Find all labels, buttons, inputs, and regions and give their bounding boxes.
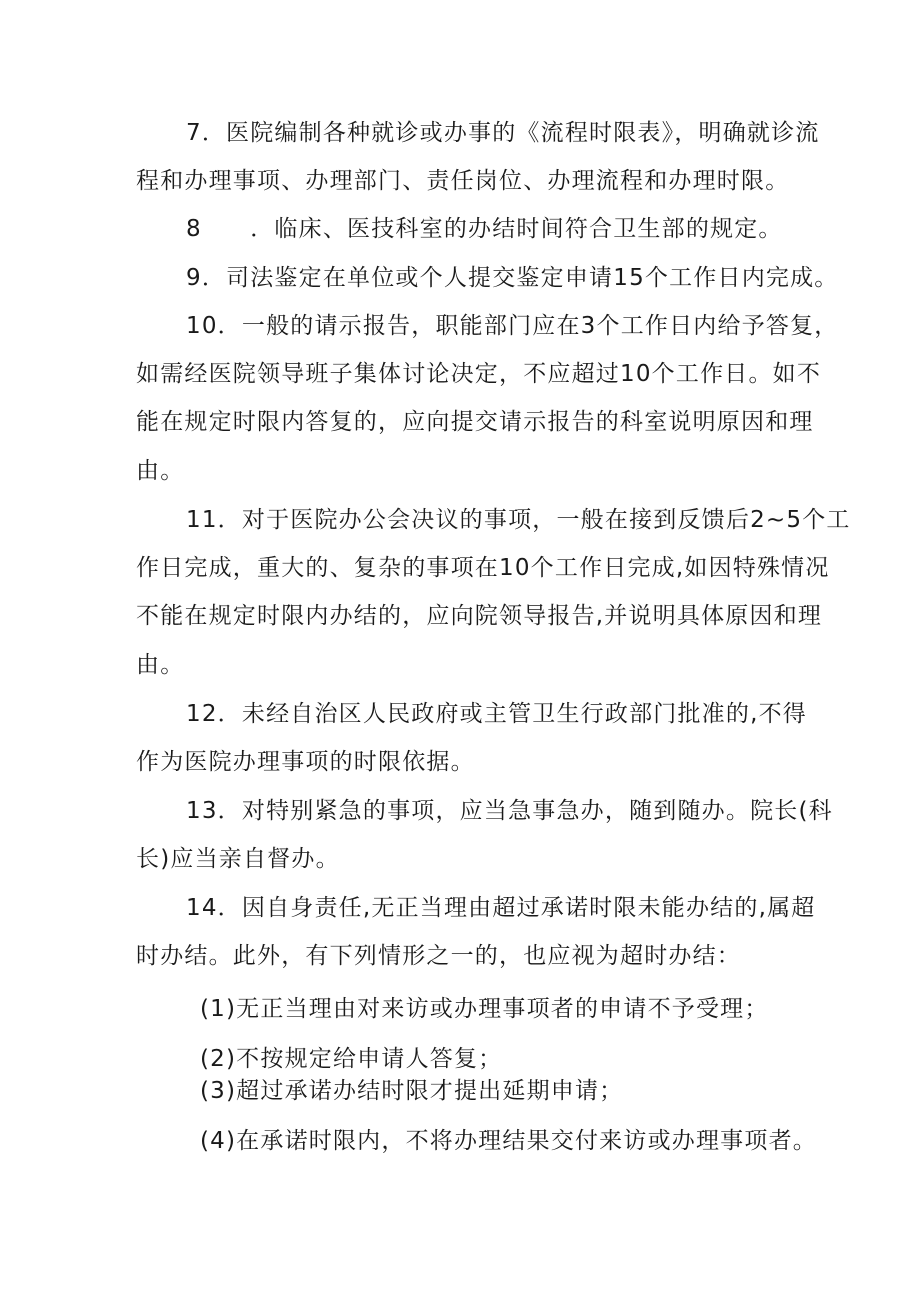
item-12-line-1: 12．未经自治区人民政府或主管卫生行政部门批准的,不得 [186,701,807,727]
item-14-line-1: 14．因自身责任,无正当理由超过承诺时限未能办结的,属超 [186,895,816,921]
item-12-line-2: 作为医院办理事项的时限依据。 [136,749,475,775]
item-13-line-1: 13．对特别紧急的事项，应当急事急办，随到随办。院长(科 [186,798,833,824]
item-10-line-1: 10．一般的请示报告，职能部门应在3个工作日内给予答复， [186,313,839,339]
item-10-line-2: 如需经医院领导班子集体讨论决定，不应超过10个工作日。如不 [136,361,822,387]
sub-item-4: (4)在承诺时限内，不将办理结果交付来访或办理事项者。 [200,1128,817,1154]
item-10-line-4: 由。 [136,458,185,484]
item-11-line-4: 由。 [136,652,185,678]
item-7-line-2: 程和办理事项、办理部门、责任岗位、办理流程和办理时限。 [136,168,790,194]
item-11-line-3: 不能在规定时限内办结的，应向院领导报告,并说明具体原因和理 [136,603,823,629]
item-9-line-1: 9．司法鉴定在单位或个人提交鉴定申请15个工作日内完成。 [186,265,839,291]
item-11-line-2: 作日完成，重大的、复杂的事项在10个工作日完成,如因特殊情况 [136,555,830,581]
sub-item-2: (2)不按规定给申请人答复； [200,1046,503,1072]
item-11-line-1: 11．对于医院办公会决议的事项，一般在接到反馈后2~5个工 [186,507,851,533]
item-7-line-1: 7．医院编制各种就诊或办事的《流程时限表》，明确就诊流 [186,120,820,146]
item-13-line-2: 长)应当亲自督办。 [136,846,340,872]
item-14-line-2: 时办结。此外，有下列情形之一的，也应视为超时办结： [136,943,741,969]
item-8-line-1: 8 ．临床、医技科室的办结时间符合卫生部的规定。 [186,216,783,242]
item-10-line-3: 能在规定时限内答复的，应向提交请示报告的科室说明原因和理 [136,409,814,435]
sub-item-1: (1)无正当理由对来访或办理事项者的申请不予受理； [200,996,769,1022]
sub-item-3: (3)超过承诺办结时限才提出延期申请； [200,1078,624,1104]
